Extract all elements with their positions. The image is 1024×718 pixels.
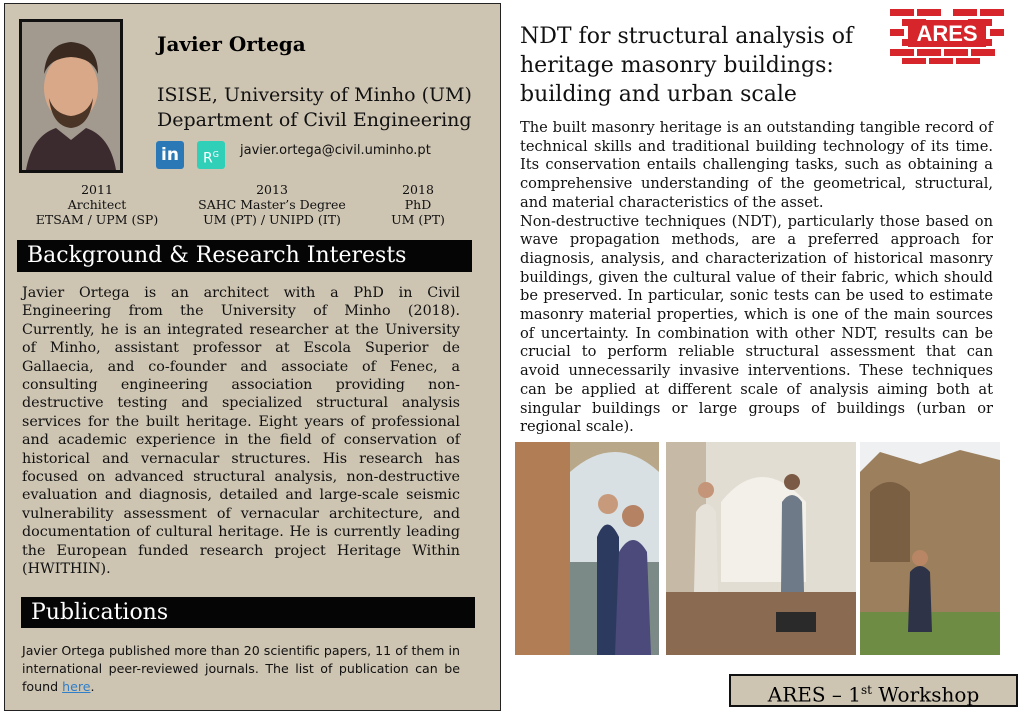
ndt-photo-2 (666, 442, 856, 655)
degree-year: 2011 (81, 182, 113, 197)
degree-2011 (30, 182, 164, 227)
field-test-photo-3 (860, 442, 1000, 655)
researchgate-icon[interactable] (197, 141, 225, 169)
speaker-photo (19, 19, 123, 173)
degree-institution: UM (PT) / UNIPD (IT) (203, 212, 341, 227)
affiliation-line-2: Department of Civil Engineering (157, 109, 472, 131)
ndt-photo-1 (515, 442, 659, 655)
degree-2013 (193, 182, 351, 227)
degree-title: SAHC Master’s Degree (198, 197, 346, 212)
degree-title: PhD (404, 197, 432, 212)
degree-institution: UM (PT) (391, 212, 445, 227)
publications-heading: Publications (21, 597, 475, 628)
workshop-footer (729, 674, 1018, 707)
field-test-photo-2 (666, 442, 856, 655)
speaker-portrait-image (22, 22, 120, 170)
speaker-name: Javier Ortega (157, 32, 306, 56)
background-text: Javier Ortega is an architect with a PhD in Civil Engineering from the University of Minho (2018). Currently, he is an integrated researcher at the University of Minho, assistant professor at Escola Superior de Gallaecia, and co-founder and associate of Fenec, a consulting engineering association providing non-destructive testing and specialized structural analysis services for the built heritage. Eight years of professional and academic experience in the field of conservation of historical and vernacular structures. His research has focused on advanced structural analysis, non-destructive evaluation and diagnosis, detailed and large-scale seismic vulnerability assessment of vernacular architecture, and documentation of cultural heritage. He is currently leading the European funded research project Heritage Within (HWITHIN). (22, 285, 460, 578)
project-description (520, 119, 993, 437)
footer-text: ARES – 1 (767, 682, 861, 707)
project-title: NDT for structural analysis of heritage masonry buildings: building and urban scale (520, 24, 854, 107)
background-heading: Background & Research Interests (17, 240, 472, 272)
publications-body: Javier Ortega published more than 20 scientific papers, 11 of them in international peer-reviewed journals. The list of publication can be found (22, 643, 460, 694)
degree-year: 2013 (256, 182, 288, 197)
project-paragraph-1: The built masonry heritage is an outstanding tangible record of technical skills and traditional building technology of its time. Its conservation entails challenging tasks, such as obtaining a comprehensive understanding of the geometrical, structural, and material characteristics of the asset. (520, 119, 993, 211)
publications-link[interactable]: here (62, 679, 91, 694)
researchgate-letter: R (203, 150, 213, 167)
footer-sup: st (861, 683, 872, 697)
affiliation-line-1: ISISE, University of Minho (UM) (157, 84, 472, 106)
ares-logo-brick-icon (890, 7, 1004, 65)
footer-text-end: Workshop (871, 682, 980, 707)
project-paragraph-2: Non-destructive techniques (NDT), particularly those based on wave propagation methods, are a preferred approach for diagnosis, analysis, and characterization of historical masonry buildings, given the cultural value of their fabric, which should be preserved. In particular, sonic tests can be used to estimate masonry material properties, which is one of the main sources of uncertainty. In combination with other NDT, results can be crucial to perform reliable structural assessment that can avoid unnecessarily invasive interventions. These techniques can be applied at different scale of analysis aiming both at singular buildings or large groups of buildings (urban or regional scale). (520, 212, 993, 436)
publications-end: . (90, 679, 95, 694)
field-test-photo-1 (515, 442, 659, 655)
linkedin-icon[interactable]: in (156, 141, 184, 169)
publications-text (22, 642, 460, 696)
email-link[interactable]: javier.ortega@civil.uminho.pt (240, 143, 431, 158)
degree-title: Architect (67, 197, 127, 212)
researchgate-sup: G (212, 150, 219, 159)
degree-2018 (378, 182, 458, 227)
ndt-photo-3 (860, 442, 1000, 655)
speaker-affiliation (157, 83, 472, 133)
degree-institution: ETSAM / UPM (SP) (35, 212, 159, 227)
degree-year: 2018 (402, 182, 434, 197)
ares-logo (890, 7, 1004, 65)
logo-text: ARES (916, 21, 978, 46)
